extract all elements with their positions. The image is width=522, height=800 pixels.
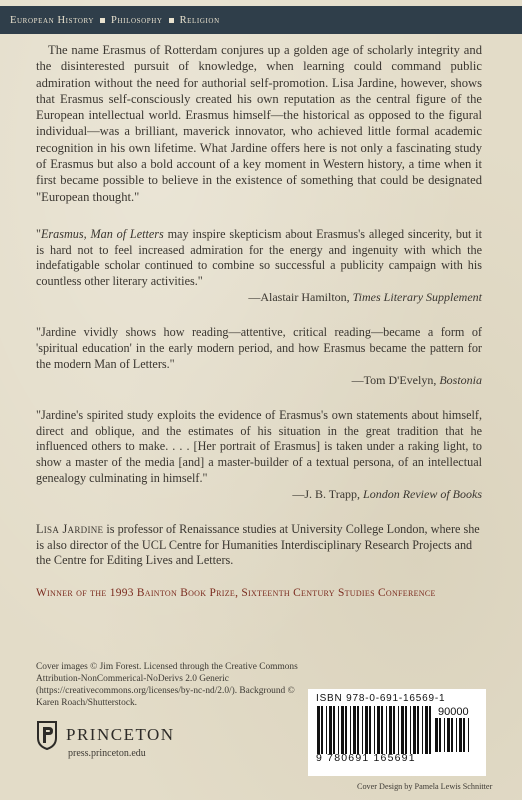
quote-text: "Jardine's spirited study exploits the evidence of Erasmus's own statements about himself, direct and oblique, and the estimates of his situation in the great tradition that he influenced others to make. . . . [Her portrait of Erasmus] is taken under a raking light, to show a master of the media [and] a master-builder of a textual persona, of an intellectual genealogy culminating in himself." xyxy=(36,408,482,485)
barcode-digits: 9 780691 165691 xyxy=(316,752,416,764)
author-bio: Lisa Jardine is professor of Renaissance studies at University College London, where she is also director of the UCL Centre for Humanities Interdisciplinary Research Projects and the Centre for Editing Lives and Letters. xyxy=(36,522,480,568)
category-bar xyxy=(0,6,522,34)
review-quote-trapp xyxy=(36,408,482,502)
book-title: Erasmus, Man of Letters xyxy=(40,226,164,241)
quote-attribution: —J. B. Trapp, London Review of Books xyxy=(292,487,482,502)
book-description: The name Erasmus of Rotterdam conjures up a golden age of scholarly integrity and the disinterested pursuit of knowledge, when learning could command public admiration without the need for authorial self-promotion. Lisa Jardine, however, shows that Erasmus self-consciously created his own reputation as the central figure of the European intellectual world. Erasmus himself—the historical as opposed to the figural individual—was a brilliant, maverick innovator, who achieved little formal academic recognition in his own lifetime. What Jardine offers here is not only a fascinating study of Erasmus but also a bold account of a key moment in Western history, a time when it first became possible to believe in the existence of something that could be designated "European thought." xyxy=(36,43,482,204)
price-code: 90000 xyxy=(438,706,469,718)
category-religion: Religion xyxy=(179,14,220,26)
review-quote-develyn xyxy=(36,325,482,388)
cover-design-credit: Cover Design by Pamela Lewis Schnitter xyxy=(357,782,493,791)
publisher-url: press.princeton.edu xyxy=(68,748,146,759)
review-quote-hamilton: "Erasmus, Man of Letters may inspire skepticism about Erasmus's alleged sincerity, but it is hard not to feel increased admiration for the energy and ingenuity with which the indefatigable scholar continued to combine so successful a publicity campaign with his countless other literary activities." —Alastair Hamilton, Times Literary Supplement xyxy=(36,226,483,305)
cover-text xyxy=(36,42,482,599)
barcode-icon xyxy=(316,706,434,754)
separator-square-icon xyxy=(169,18,174,23)
publisher-name: PRINCETON xyxy=(66,725,175,744)
addon-barcode-icon xyxy=(434,718,472,752)
category-philosophy: Philosophy xyxy=(111,14,163,26)
cover-image-credits: Cover images © Jim Forest. Licensed through the Creative Commons Attribution-NonCommerical-NoDerivs 2.0 Generic (https://creativecommons.org/licenses/by-nc-nd/2.0/). Background © Karen Roach/Shutterstock. xyxy=(36,662,298,708)
author-name: Lisa Jardine xyxy=(36,522,104,537)
barcode-block xyxy=(308,689,486,776)
award-line: Winner of the 1993 Bainton Book Prize, Sixteenth Century Studies Conference xyxy=(36,586,436,599)
quote-text: "Jardine vividly shows how reading—attentive, critical reading—became a form of 'spiritual education' in the early modern period, and how Erasmus became the pattern for the modern Man of Letters." xyxy=(36,325,482,371)
princeton-shield-icon xyxy=(36,720,58,750)
isbn-label: ISBN 978-0-691-16569-1 xyxy=(316,693,446,704)
quote-text: may inspire skepticism about Erasmus's alleged sincerity, but it is hard not to feel increased admiration for the energy and ingenuity with which the indefatigable scholar continued to combine so successful a publicity campaign with his countless other literary activities." xyxy=(36,226,483,288)
publisher-logo xyxy=(36,720,175,759)
quote-attribution: —Tom D'Evelyn, Bostonia xyxy=(351,373,482,388)
separator-square-icon xyxy=(100,18,105,23)
category-european-history: European History xyxy=(10,14,95,26)
quote-attribution: —Alastair Hamilton, Times Literary Supplement xyxy=(248,290,482,305)
